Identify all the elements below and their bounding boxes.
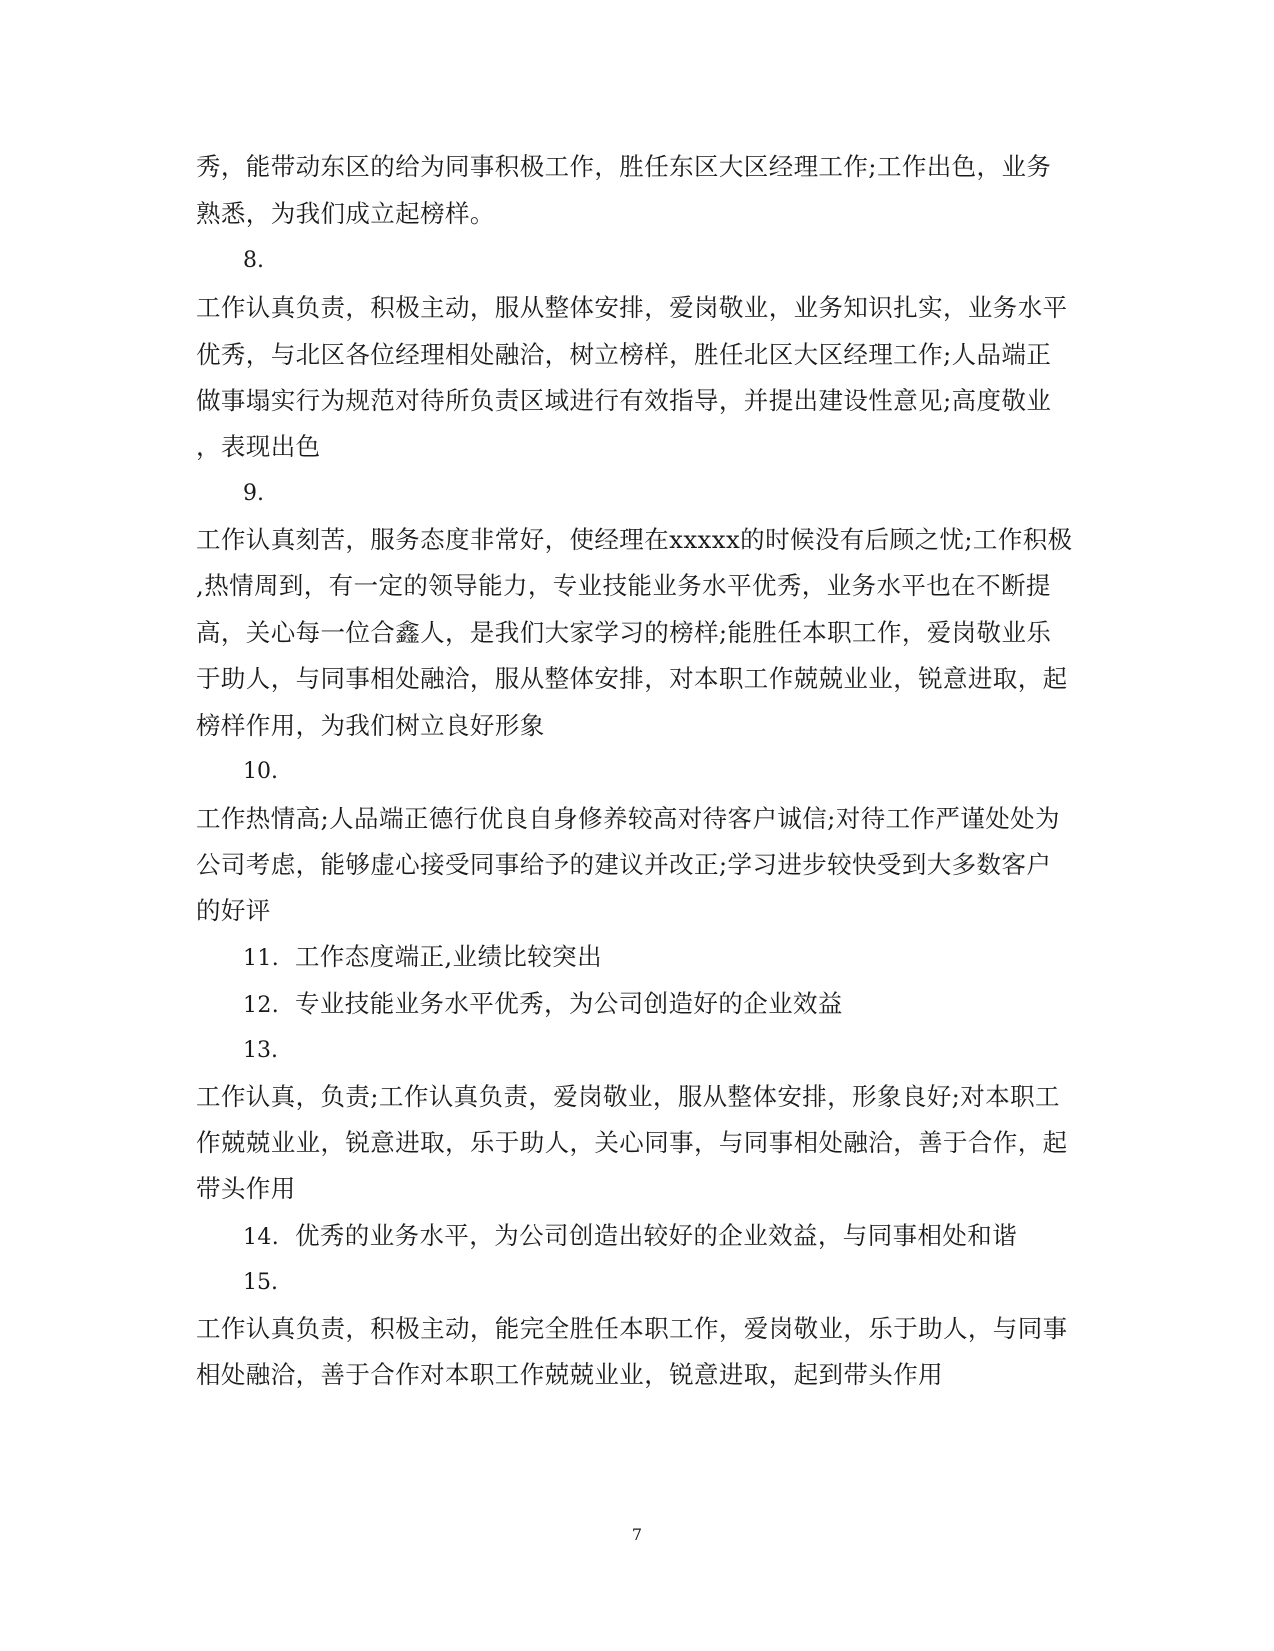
text-line: 做事塌实行为规范对待所负责区域进行有效指导，并提出建设性意见;高度敬业 bbox=[196, 386, 1052, 415]
text-line: 工作认真负责，积极主动，服从整体安排，爱岗敬业，业务知识扎实，业务水平 bbox=[196, 293, 1068, 322]
text-line: 工作认真刻苦，服务态度非常好，使经理在xxxxx的时候没有后顾之忧;工作积极 bbox=[196, 525, 1073, 554]
list-item bbox=[243, 1221, 1017, 1253]
item-number: 11. bbox=[243, 946, 280, 971]
text-line: 于助人，与同事相处融洽，服从整体安排，对本职工作兢兢业业，锐意进取，起 bbox=[196, 664, 1068, 693]
item-text: 专业技能业务水平优秀，为公司创造好的企业效益 bbox=[295, 989, 843, 1018]
text-line: 高，关心每一位合鑫人，是我们大家学习的榜样;能胜任本职工作，爱岗敬业乐 bbox=[196, 618, 1052, 647]
item-number: 12. bbox=[243, 993, 280, 1018]
text-line: ,热情周到，有一定的领导能力，专业技能业务水平优秀，业务水平也在不断提 bbox=[196, 571, 1051, 600]
text-line: 的好评 bbox=[196, 896, 271, 925]
item-text: 工作态度端正,业绩比较突出 bbox=[295, 942, 602, 971]
text-line: ，表现出色 bbox=[196, 432, 321, 461]
text-line: 榜样作用，为我们树立良好形象 bbox=[196, 711, 545, 740]
list-item bbox=[243, 942, 602, 974]
text-line: 工作认真，负责;工作认真负责，爱岗敬业，服从整体安排，形象良好;对本职工 bbox=[196, 1082, 1060, 1111]
item-number: 9. bbox=[243, 481, 264, 506]
text-line: 带头作用 bbox=[196, 1174, 296, 1203]
item-number: 8. bbox=[243, 248, 264, 273]
list-item bbox=[243, 989, 843, 1021]
page-number: 7 bbox=[631, 1525, 643, 1544]
text-line: 作兢兢业业，锐意进取，乐于助人，关心同事，与同事相处融洽，善于合作，起 bbox=[196, 1128, 1068, 1157]
item-text: 优秀的业务水平，为公司创造出较好的企业效益，与同事相处和谐 bbox=[295, 1221, 1018, 1250]
text-line: 秀，能带动东区的给为同事积极工作，胜任东区大区经理工作;工作出色，业务 bbox=[196, 152, 1052, 181]
item-number: 14. bbox=[243, 1225, 280, 1250]
item-number: 10. bbox=[243, 759, 278, 784]
text-line: 公司考虑，能够虚心接受同事给予的建议并改正;学习进步较快受到大多数客户 bbox=[196, 850, 1052, 879]
item-number: 15. bbox=[243, 1270, 278, 1295]
item-number: 13. bbox=[243, 1038, 278, 1063]
text-line: 相处融洽，善于合作对本职工作兢兢业业，锐意进取，起到带头作用 bbox=[196, 1360, 943, 1389]
text-line: 熟悉，为我们成立起榜样。 bbox=[196, 199, 495, 228]
text-line: 优秀，与北区各位经理相处融洽，树立榜样，胜任北区大区经理工作;人品端正 bbox=[196, 340, 1052, 369]
text-line: 工作热情高;人品端正德行优良自身修养较高对待客户诚信;对待工作严谨处处为 bbox=[196, 804, 1060, 833]
text-line: 工作认真负责，积极主动，能完全胜任本职工作，爱岗敬业，乐于助人，与同事 bbox=[196, 1314, 1068, 1343]
